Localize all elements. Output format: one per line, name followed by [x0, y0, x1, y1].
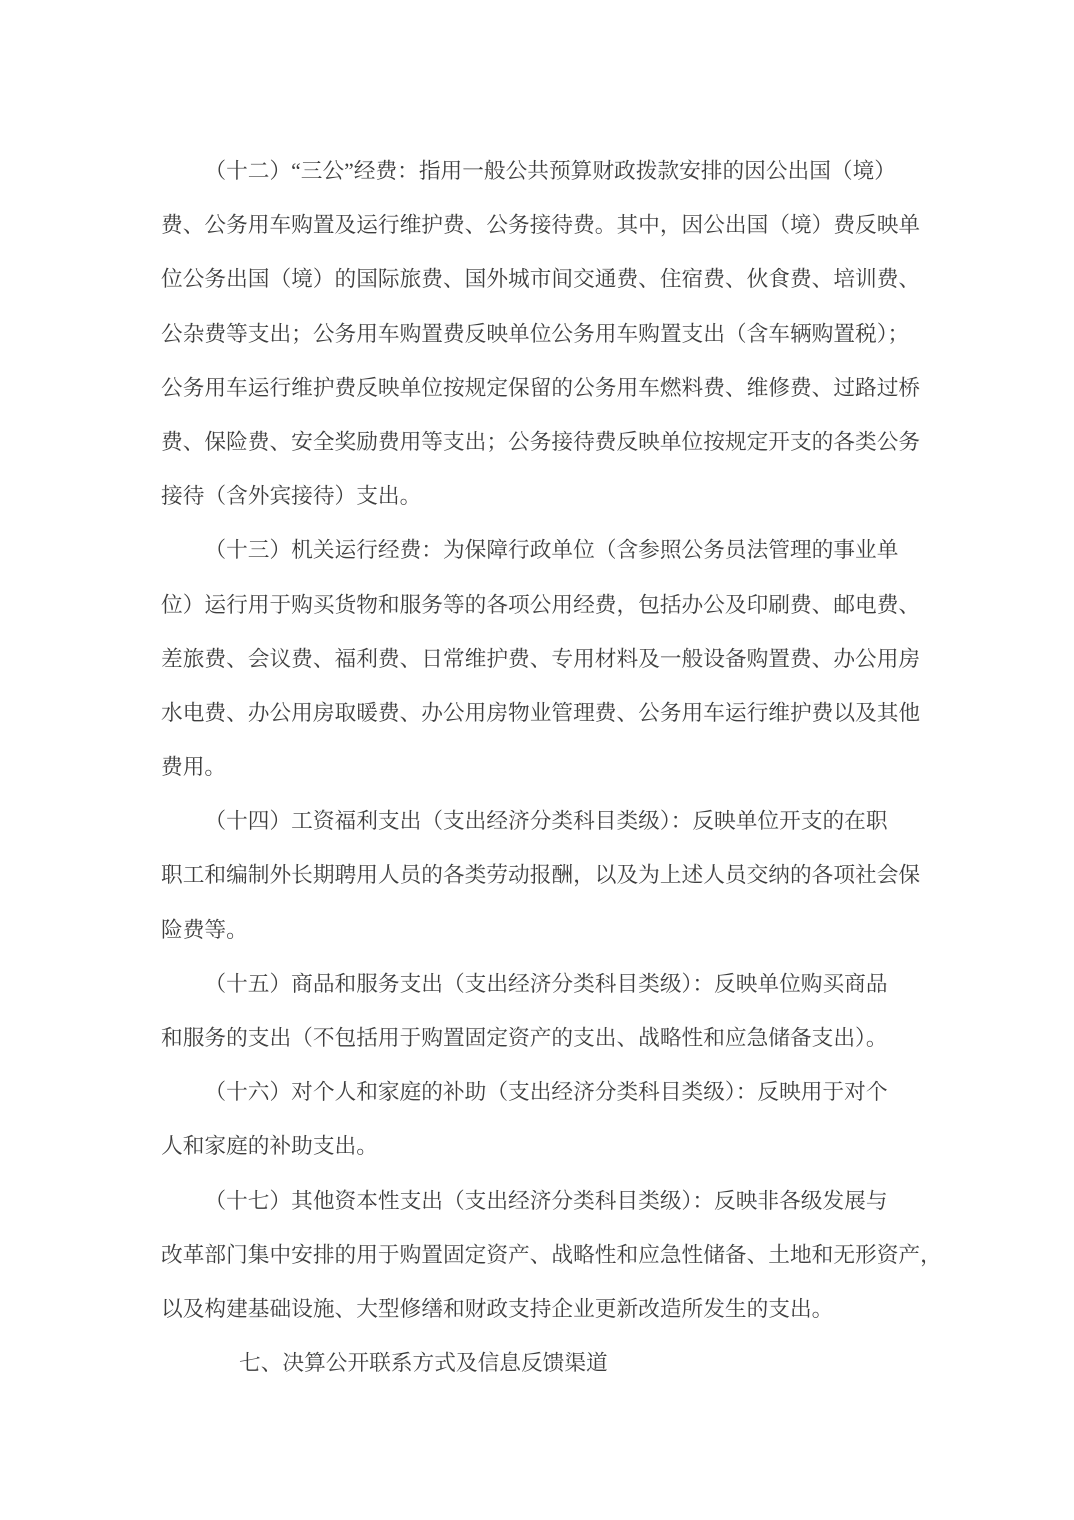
paragraph: [161, 1065, 951, 1173]
text-line: （十六）对个人和家庭的补助（支出经济分类科目类级）：反映用于对个: [204, 1080, 888, 1105]
text-line: 职工和编制外长期聘用人员的各类劳动报酬，以及为上述人员交纳的各项社会保: [161, 863, 921, 888]
paragraph: [161, 144, 951, 523]
text-line: （十二）“三公”经费：指用一般公共预算财政拨款安排的因公出国（境）: [204, 159, 896, 183]
text-line: （十七）其他资本性支出（支出经济分类科目类级）：反映非各级发展与: [204, 1188, 888, 1213]
paragraph: [161, 523, 951, 794]
text-line: 公务用车运行维护费反映单位按规定保留的公务用车燃料费、维修费、过路过桥: [161, 375, 921, 400]
text-line: （十三）机关运行经费：为保障行政单位（含参照公务员法管理的事业单: [204, 538, 899, 563]
paragraph: [161, 1174, 951, 1337]
text-line: （十五）商品和服务支出（支出经济分类科目类级）：反映单位购买商品: [204, 971, 888, 996]
text-line: 位公务出国（境）的国际旅费、国外城市间交通费、住宿费、伙食费、培训费、: [161, 267, 921, 292]
text-line: 险费等。: [161, 917, 248, 942]
text-line: 改革部门集中安排的用于购置固定资产、战略性和应急性储备、土地和无形资产，: [161, 1242, 942, 1267]
section-heading: [161, 1336, 951, 1390]
text-line: 费、保险费、安全奖励费用等支出；公务接待费反映单位按规定开支的各类公务: [161, 429, 921, 454]
text-line: 以及构建基础设施、大型修缮和财政支持企业更新改造所发生的支出。: [161, 1296, 834, 1321]
text-line: （十四）工资福利支出（支出经济分类科目类级）：反映单位开支的在职: [204, 809, 888, 834]
paragraph: [161, 957, 951, 1065]
text-line: 费用。: [161, 755, 227, 780]
text-line: 人和家庭的补助支出。: [161, 1134, 378, 1159]
text-line: 费、公务用车购置及运行维护费、公务接待费。其中，因公出国（境）费反映单: [161, 213, 921, 238]
document-body: [161, 144, 951, 1390]
text-line: 位）运行用于购买货物和服务等的各项公用经费，包括办公及印刷费、邮电费、: [161, 592, 921, 617]
text-line: 差旅费、会议费、福利费、日常维护费、专用材料及一般设备购置费、办公用房: [161, 646, 921, 671]
text-line: 七、决算公开联系方式及信息反馈渠道: [239, 1351, 608, 1376]
paragraph: [161, 794, 951, 957]
text-line: 接待（含外宾接待）支出。: [161, 484, 422, 509]
text-line: 和服务的支出（不包括用于购置固定资产的支出、战略性和应急储备支出）。: [161, 1026, 888, 1050]
text-line: 公杂费等支出；公务用车购置费反映单位公务用车购置支出（含车辆购置税）；: [161, 321, 910, 346]
text-line: 水电费、办公用房取暖费、办公用房物业管理费、公务用车运行维护费以及其他: [161, 700, 921, 725]
